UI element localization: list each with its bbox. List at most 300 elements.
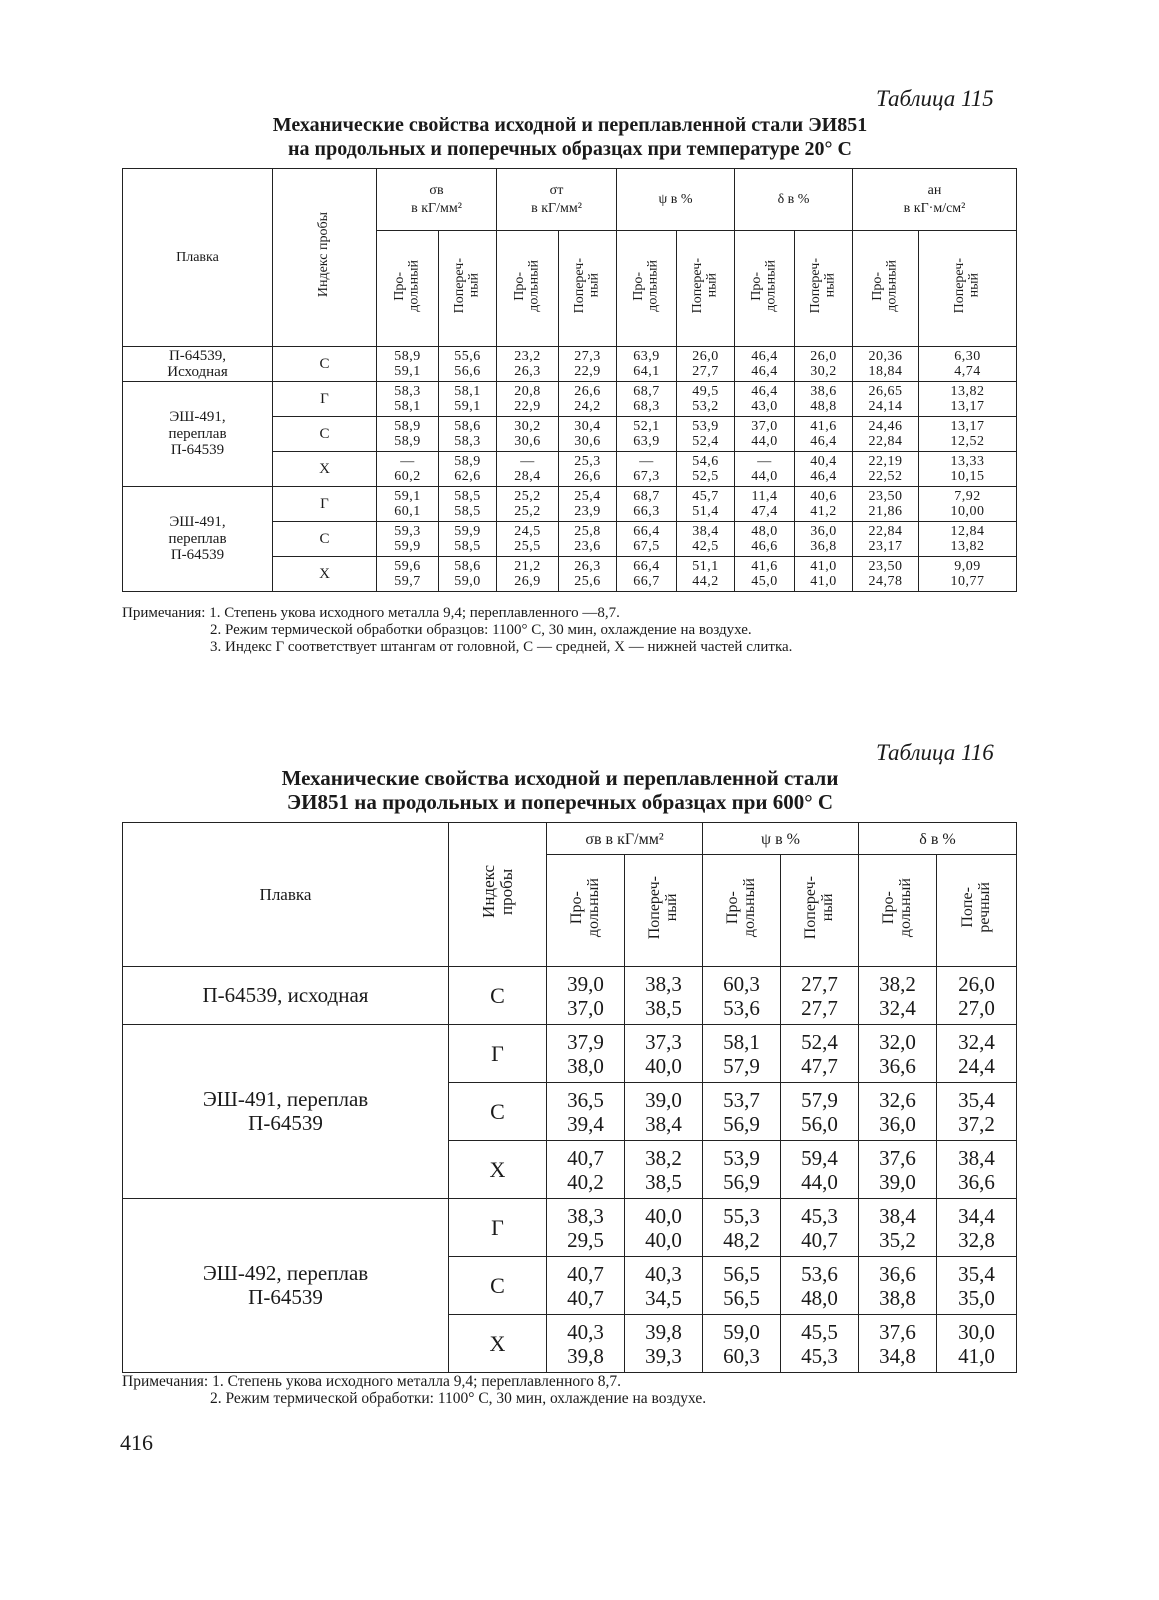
value: 23,50 — [868, 558, 903, 574]
value: 66,4 — [633, 558, 660, 574]
value: 12,84 — [950, 523, 985, 539]
value: 25,2 — [514, 504, 541, 519]
table-116-label: Таблица 116 — [876, 740, 994, 765]
value: 56,9 — [723, 1111, 760, 1136]
value-cell — [439, 452, 497, 487]
value-cell — [677, 417, 735, 452]
value-cell — [547, 1083, 625, 1141]
value: 36,6 — [879, 1053, 916, 1078]
index-cell: Х — [273, 452, 377, 487]
melt-line: П-64539 — [170, 547, 225, 564]
value-cell — [547, 1141, 625, 1199]
value: 56,9 — [723, 1169, 760, 1194]
value: 40,6 — [810, 488, 837, 504]
value: 38,2 — [879, 971, 916, 996]
value: 51,4 — [692, 504, 719, 519]
value: 37,3 — [645, 1029, 682, 1054]
value-cell — [677, 382, 735, 417]
value: 53,9 — [723, 1145, 760, 1170]
value: 40,7 — [801, 1227, 838, 1252]
value: 32,8 — [958, 1227, 995, 1252]
value-cell — [781, 1025, 859, 1083]
value-cell — [919, 557, 1017, 592]
value: 48,8 — [810, 399, 837, 414]
value: 63,9 — [633, 348, 660, 364]
value-cell — [853, 522, 919, 557]
value: 52,4 — [692, 434, 719, 449]
header-melt: Плавка — [123, 823, 449, 967]
value: 56,0 — [801, 1111, 838, 1136]
table-115-notes — [122, 605, 992, 656]
melt-line: П-64539 — [170, 442, 225, 459]
value: 36,6 — [879, 1261, 916, 1286]
header-longitudinal: Про- дольный — [497, 231, 559, 347]
header-longitudinal: Про- дольный — [377, 231, 439, 347]
value-cell — [937, 1141, 1017, 1199]
value: 22,9 — [574, 364, 601, 379]
value-cell — [617, 557, 677, 592]
value: 64,1 — [633, 364, 660, 379]
value-cell — [547, 1257, 625, 1315]
value: — — [520, 453, 535, 469]
value: 63,9 — [633, 434, 660, 449]
value-cell — [559, 452, 617, 487]
value: 13,17 — [950, 418, 985, 434]
value: 52,1 — [633, 418, 660, 434]
value: 40,7 — [567, 1145, 604, 1170]
table-115 — [122, 168, 1017, 592]
value-cell — [547, 1025, 625, 1083]
value: — — [639, 453, 654, 469]
value-cell — [497, 522, 559, 557]
value: 58,5 — [454, 504, 481, 519]
value: 58,9 — [394, 418, 421, 434]
value: 22,52 — [868, 469, 903, 484]
value: 58,3 — [394, 383, 421, 399]
value: 21,2 — [514, 558, 541, 574]
value: 13,82 — [950, 383, 985, 399]
melt-line: П-64539 — [248, 1110, 323, 1135]
value: 32,6 — [879, 1087, 916, 1112]
header-transverse: Попереч- ный — [919, 231, 1017, 347]
value: 59,7 — [394, 574, 421, 589]
value: 58,6 — [454, 418, 481, 434]
value: 24,78 — [868, 574, 903, 589]
melt-cell — [123, 1025, 449, 1199]
header-delta: δ в % — [859, 823, 1017, 855]
value-cell — [781, 1315, 859, 1373]
value-cell — [377, 347, 439, 382]
value: 13,82 — [950, 539, 985, 554]
table-115-header — [123, 169, 1017, 347]
header-longitudinal: Про- дольный — [735, 231, 795, 347]
value: 68,7 — [633, 488, 660, 504]
value: 30,2 — [810, 364, 837, 379]
value-cell — [617, 347, 677, 382]
value: 4,74 — [954, 364, 981, 379]
value: 52,5 — [692, 469, 719, 484]
value-cell — [377, 382, 439, 417]
value-cell — [377, 487, 439, 522]
value: 51,1 — [692, 558, 719, 574]
value: 10,15 — [950, 469, 985, 484]
value: 13,33 — [950, 453, 985, 469]
value-cell — [795, 522, 853, 557]
value: 41,6 — [751, 558, 778, 574]
value: 52,4 — [801, 1029, 838, 1054]
value: 40,0 — [645, 1053, 682, 1078]
value: 40,0 — [645, 1203, 682, 1228]
header-an: aн в кГ·м/см² — [853, 169, 1017, 231]
header-transverse: Попереч- ный — [677, 231, 735, 347]
value: 7,92 — [954, 488, 981, 504]
value: 36,5 — [567, 1087, 604, 1112]
value: 41,0 — [810, 558, 837, 574]
melt-line: ЭШ-491, — [169, 409, 226, 426]
value: 59,0 — [454, 574, 481, 589]
value-cell — [853, 557, 919, 592]
value-cell — [703, 967, 781, 1025]
value: 38,3 — [645, 971, 682, 996]
melt-cell — [123, 347, 273, 382]
melt-cell — [123, 382, 273, 487]
value-cell — [919, 347, 1017, 382]
value: 36,0 — [810, 523, 837, 539]
value-cell — [617, 522, 677, 557]
value: 28,4 — [514, 469, 541, 484]
header-sigma-t: σт в кГ/мм² — [497, 169, 617, 231]
value-cell — [703, 1315, 781, 1373]
value-cell — [625, 1199, 703, 1257]
value-cell — [559, 487, 617, 522]
value: 45,0 — [751, 574, 778, 589]
value: 57,9 — [723, 1053, 760, 1078]
value-cell — [859, 1315, 937, 1373]
note-item: 3. Индекс Г соответствует штангам от головной, С — средней, Х — нижней частей слитка. — [210, 639, 793, 655]
value: 10,00 — [950, 504, 985, 519]
value-cell — [735, 557, 795, 592]
melt-line: ЭШ-492, переплав — [202, 1261, 369, 1286]
value-cell — [677, 487, 735, 522]
value: 30,0 — [958, 1319, 995, 1344]
value-cell — [547, 1199, 625, 1257]
table-116-title-line-2: ЭИ851 на продольных и поперечных образцах при 600° С — [286, 790, 834, 814]
value: 38,4 — [645, 1111, 682, 1136]
header-psi: ψ в % — [617, 169, 735, 231]
value: 23,6 — [574, 539, 601, 554]
value: 57,9 — [801, 1087, 838, 1112]
value: 55,6 — [454, 348, 481, 364]
value-cell — [703, 1083, 781, 1141]
value: 67,3 — [633, 469, 660, 484]
value: 48,0 — [751, 523, 778, 539]
value-cell — [735, 347, 795, 382]
value: 56,5 — [723, 1285, 760, 1310]
value-cell — [735, 382, 795, 417]
value-cell — [377, 417, 439, 452]
value: 53,6 — [723, 995, 760, 1020]
value-cell — [781, 1257, 859, 1315]
value: 26,3 — [514, 364, 541, 379]
value-cell — [919, 417, 1017, 452]
value: — — [757, 453, 772, 469]
value-cell — [377, 522, 439, 557]
value-cell — [937, 1083, 1017, 1141]
index-cell: С — [449, 967, 547, 1025]
value-cell — [377, 452, 439, 487]
value: 53,2 — [692, 399, 719, 414]
value: 59,9 — [394, 539, 421, 554]
value: 58,5 — [454, 488, 481, 504]
value: 56,5 — [723, 1261, 760, 1286]
value-cell — [625, 1083, 703, 1141]
value: 44,0 — [751, 469, 778, 484]
value-cell — [497, 452, 559, 487]
index-cell: С — [273, 347, 377, 382]
value-cell — [625, 1141, 703, 1199]
value-cell — [735, 417, 795, 452]
value: 38,4 — [958, 1145, 995, 1170]
value: 23,17 — [868, 539, 903, 554]
value: 22,19 — [868, 453, 903, 469]
value-cell — [617, 487, 677, 522]
value-cell — [559, 557, 617, 592]
table-115-body — [123, 347, 1017, 592]
value: 36,6 — [958, 1169, 995, 1194]
value: 41,0 — [810, 574, 837, 589]
value: 59,1 — [394, 488, 421, 504]
value: 44,0 — [751, 434, 778, 449]
value-cell — [781, 1141, 859, 1199]
value: 39,8 — [645, 1319, 682, 1344]
value: 40,3 — [567, 1319, 604, 1344]
value: 30,6 — [574, 434, 601, 449]
melt-line: переплав — [168, 425, 227, 442]
value-cell — [677, 347, 735, 382]
value-cell — [497, 487, 559, 522]
value: 37,2 — [958, 1111, 995, 1136]
note-item: 2. Режим термической обработки: 1100° С, 30 мин, охлаждение на воздухе. — [210, 1390, 707, 1407]
value: 23,9 — [574, 504, 601, 519]
melt-line: ЭШ-491, — [169, 514, 226, 531]
header-transverse: Попереч- ный — [625, 855, 703, 967]
value: 25,8 — [574, 523, 601, 539]
value-cell — [859, 1199, 937, 1257]
value: 27,3 — [574, 348, 601, 364]
table-115-title-line-2: на продольных и поперечных образцах при температуре 20° С — [288, 138, 852, 160]
index-cell: С — [273, 522, 377, 557]
value-cell — [853, 452, 919, 487]
header-index: Индекс пробы — [449, 823, 547, 967]
header-longitudinal: Про- дольный — [547, 855, 625, 967]
value: 49,5 — [692, 383, 719, 399]
table-116 — [122, 822, 1017, 1373]
value: 42,5 — [692, 539, 719, 554]
value: 47,7 — [801, 1053, 838, 1078]
value-cell — [735, 522, 795, 557]
value: 40,3 — [645, 1261, 682, 1286]
header-transverse: Попе- речный — [937, 855, 1017, 967]
value-cell — [937, 1257, 1017, 1315]
page-number: 416 — [120, 1430, 153, 1455]
value: — — [400, 453, 415, 469]
value: 35,4 — [958, 1087, 995, 1112]
value-cell — [703, 1025, 781, 1083]
value: 38,4 — [692, 523, 719, 539]
value: 59,4 — [801, 1145, 838, 1170]
value: 35,4 — [958, 1261, 995, 1286]
value-cell — [439, 382, 497, 417]
melt-line: П-64539, — [168, 347, 227, 364]
value: 21,86 — [868, 504, 903, 519]
value-cell — [703, 1199, 781, 1257]
value: 45,3 — [801, 1203, 838, 1228]
value: 11,4 — [751, 488, 778, 504]
value: 24,46 — [868, 418, 903, 434]
table-115-title-line-1: Механические свойства исходной и переплавленной стали ЭИ851 — [272, 114, 868, 136]
table-116-notes — [122, 1373, 992, 1407]
value: 58,6 — [454, 558, 481, 574]
value: 43,0 — [751, 399, 778, 414]
table-row — [123, 347, 1017, 382]
value: 40,0 — [645, 1227, 682, 1252]
melt-line: Исходная — [167, 364, 228, 380]
value-cell — [735, 452, 795, 487]
value: 56,6 — [454, 364, 481, 379]
value-cell — [439, 487, 497, 522]
value: 29,5 — [567, 1227, 604, 1252]
value: 26,3 — [574, 558, 601, 574]
table-row — [123, 967, 1017, 1025]
value-cell — [781, 1199, 859, 1257]
value: 67,5 — [633, 539, 660, 554]
value: 25,6 — [574, 574, 601, 589]
melt-cell — [123, 967, 449, 1025]
value-cell — [919, 487, 1017, 522]
value-cell — [617, 382, 677, 417]
value-cell — [735, 487, 795, 522]
table-116-header — [123, 823, 1017, 967]
table-116-title — [200, 766, 920, 814]
value-cell — [559, 522, 617, 557]
table-116-body — [123, 967, 1017, 1373]
value: 25,4 — [574, 488, 601, 504]
value: 68,7 — [633, 383, 660, 399]
value-cell — [547, 967, 625, 1025]
melt-line: ЭШ-491, переплав — [202, 1087, 369, 1112]
note-item: Примечания: 1. Степень укова исходного металла 9,4; переплавленного 8,7. — [122, 1373, 621, 1390]
value: 58,9 — [394, 348, 421, 364]
melt-line: переплав — [168, 530, 227, 547]
value-cell — [795, 417, 853, 452]
value-cell — [853, 382, 919, 417]
value: 20,36 — [868, 348, 903, 364]
note-item: 2. Режим термической обработки образцов: 1100° С, 30 мин, охлаждение на воздухе. — [210, 622, 752, 638]
value: 38,6 — [810, 383, 837, 399]
value: 24,2 — [574, 399, 601, 414]
value: 25,3 — [574, 453, 601, 469]
value: 60,3 — [723, 971, 760, 996]
melt-line: П-64539, исходная — [202, 982, 369, 1007]
value: 38,0 — [567, 1053, 604, 1078]
index-cell: С — [449, 1083, 547, 1141]
value: 58,1 — [723, 1029, 760, 1054]
value-cell — [937, 967, 1017, 1025]
value: 37,0 — [567, 995, 604, 1020]
value: 46,4 — [751, 348, 778, 364]
value: 36,0 — [879, 1111, 916, 1136]
value: 60,2 — [394, 469, 421, 484]
value: 60,3 — [723, 1343, 760, 1368]
header-sigma-b: σв в кГ/мм² — [377, 169, 497, 231]
value-cell — [497, 557, 559, 592]
value-cell — [937, 1199, 1017, 1257]
value-cell — [617, 452, 677, 487]
value: 48,0 — [801, 1285, 838, 1310]
value: 55,3 — [723, 1203, 760, 1228]
value: 60,1 — [394, 504, 421, 519]
value: 22,84 — [868, 523, 903, 539]
header-psi: ψ в % — [703, 823, 859, 855]
index-cell: С — [273, 417, 377, 452]
value: 26,65 — [868, 383, 903, 399]
value-cell — [795, 347, 853, 382]
header-delta: δ в % — [735, 169, 853, 231]
value: 44,0 — [801, 1169, 838, 1194]
value: 37,9 — [567, 1029, 604, 1054]
value: 32,4 — [958, 1029, 995, 1054]
melt-cell — [123, 487, 273, 592]
value-cell — [625, 1257, 703, 1315]
value-cell — [781, 967, 859, 1025]
value: 27,7 — [801, 971, 838, 996]
table-row — [123, 382, 1017, 417]
value-cell — [919, 452, 1017, 487]
value: 58,9 — [394, 434, 421, 449]
value: 39,3 — [645, 1343, 682, 1368]
value-cell — [795, 557, 853, 592]
value: 26,9 — [514, 574, 541, 589]
value: 26,0 — [810, 348, 837, 364]
value: 54,6 — [692, 453, 719, 469]
value: 53,7 — [723, 1087, 760, 1112]
value: 20,8 — [514, 383, 541, 399]
index-cell: Г — [273, 487, 377, 522]
melt-line: П-64539 — [248, 1284, 323, 1309]
value: 59,3 — [394, 523, 421, 539]
value-cell — [439, 557, 497, 592]
index-cell: Г — [449, 1199, 547, 1257]
value: 27,0 — [958, 995, 995, 1020]
value: 37,0 — [751, 418, 778, 434]
value: 10,77 — [950, 574, 985, 589]
value-cell — [795, 452, 853, 487]
value: 34,4 — [958, 1203, 995, 1228]
value: 59,9 — [454, 523, 481, 539]
value: 46,6 — [751, 539, 778, 554]
value-cell — [439, 347, 497, 382]
value-cell — [559, 417, 617, 452]
value: 66,4 — [633, 523, 660, 539]
value: 26,6 — [574, 469, 601, 484]
value: 45,3 — [801, 1343, 838, 1368]
value: 58,1 — [394, 399, 421, 414]
value: 38,2 — [645, 1145, 682, 1170]
header-sigma-b: σв в кГ/мм² — [547, 823, 703, 855]
table-row — [123, 1025, 1017, 1083]
value: 9,09 — [954, 558, 981, 574]
value: 24,14 — [868, 399, 903, 414]
